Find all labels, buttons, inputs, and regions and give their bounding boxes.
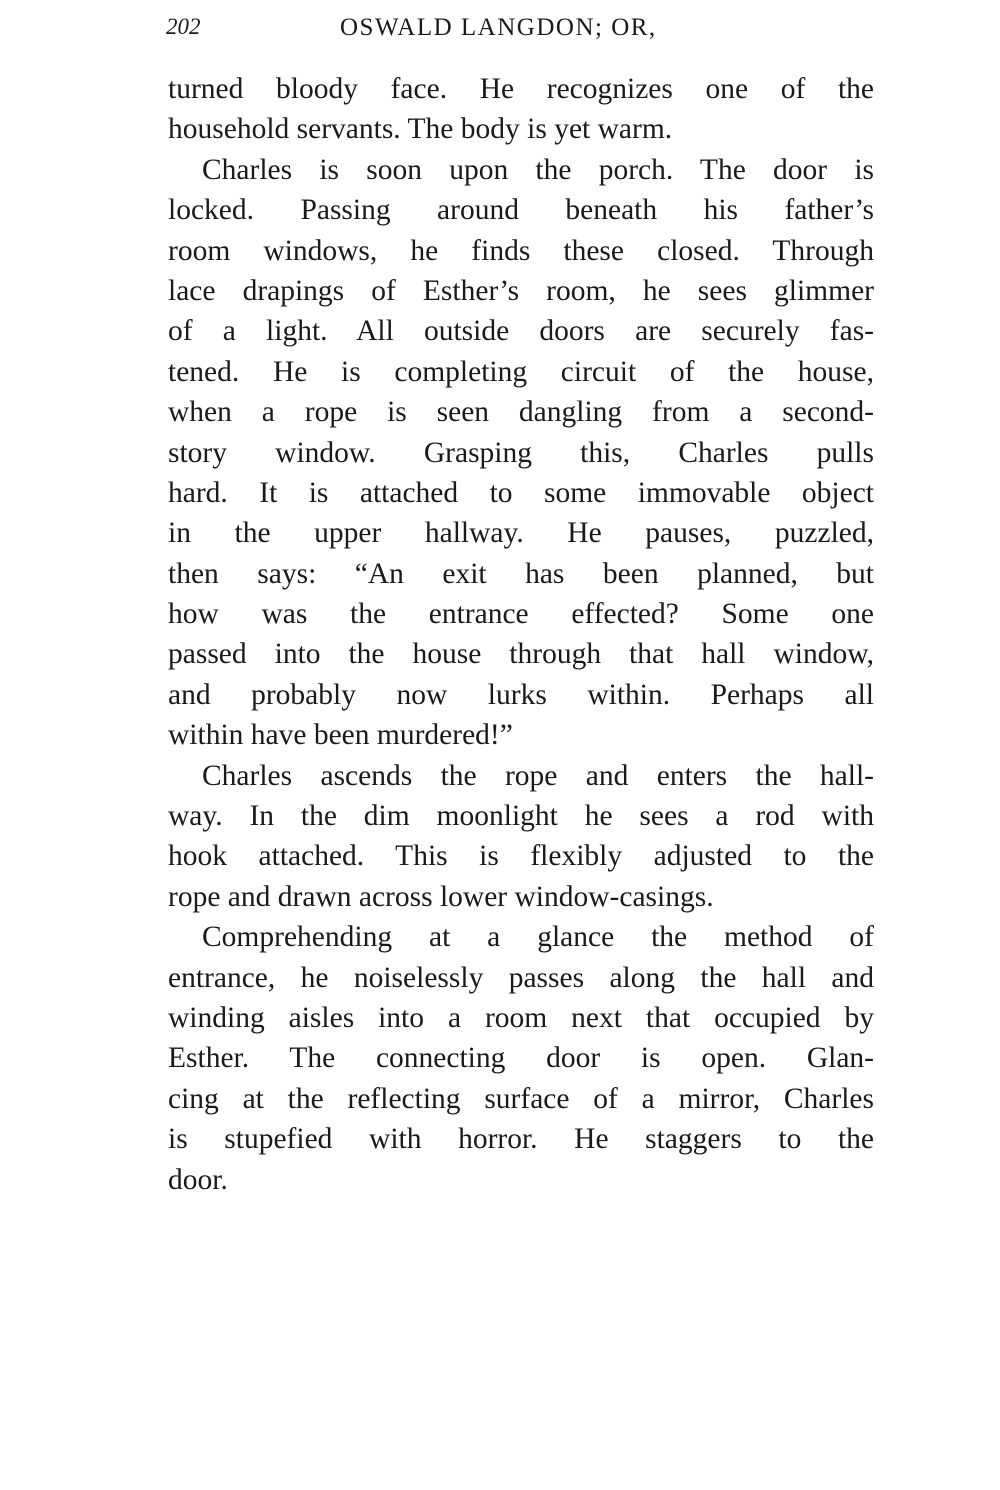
running-head (166, 14, 878, 50)
text-line: entrance, he noiselessly passes along the hall and (168, 961, 874, 994)
paragraph-2 (168, 150, 874, 756)
text-line: how was the entrance effected? Some one (168, 598, 874, 631)
page-number: 202 (166, 14, 201, 39)
text-line: hook attached. This is flexibly adjusted to the (168, 840, 874, 873)
paragraph-3 (168, 756, 874, 918)
paragraph-4 (168, 917, 874, 1200)
text-line: passed into the house through that hall window, (168, 638, 874, 671)
text-line: Comprehending at a glance the method of (202, 921, 874, 954)
text-line: Charles is soon upon the porch. The door is (202, 153, 874, 186)
text-line: lace drapings of Esther’s room, he sees glimmer (168, 274, 874, 307)
text-line: winding aisles into a room next that occupied by (168, 1001, 874, 1034)
text-line: is stupefied with horror. He staggers to the (168, 1123, 874, 1156)
text-line: when a rope is seen dangling from a second- (168, 396, 874, 429)
text-line: then says: “An exit has been planned, but (168, 557, 874, 590)
text-line: of a light. All outside doors are securely fas- (168, 315, 874, 348)
paragraph-1 (168, 69, 874, 150)
text-line: in the upper hallway. He pauses, puzzled, (168, 517, 874, 550)
text-line: and probably now lurks within. Perhaps all (168, 678, 874, 711)
text-line: door. (168, 1163, 228, 1196)
text-line: Esther. The connecting door is open. Glan- (168, 1042, 874, 1075)
text-line: Charles ascends the rope and enters the hall- (202, 759, 874, 792)
text-line: turned bloody face. He recognizes one of the (168, 73, 874, 105)
running-title: OSWALD LANGDON; OR, (340, 14, 657, 41)
text-line: rope and drawn across lower window-casings. (168, 880, 714, 913)
text-line: way. In the dim moonlight he sees a rod with (168, 800, 874, 833)
text-line: tened. He is completing circuit of the house, (168, 355, 874, 388)
text-line: room windows, he finds these closed. Through (168, 234, 874, 267)
text-line: within have been murdered!” (168, 719, 513, 752)
text-line: locked. Passing around beneath his father’s (168, 194, 874, 227)
text-line: hard. It is attached to some immovable object (168, 476, 874, 509)
text-line: cing at the reflecting surface of a mirror, Charles (168, 1082, 874, 1115)
text-line: household servants. The body is yet warm. (168, 113, 673, 146)
text-line: story window. Grasping this, Charles pulls (168, 436, 874, 469)
body-text (168, 69, 874, 1200)
